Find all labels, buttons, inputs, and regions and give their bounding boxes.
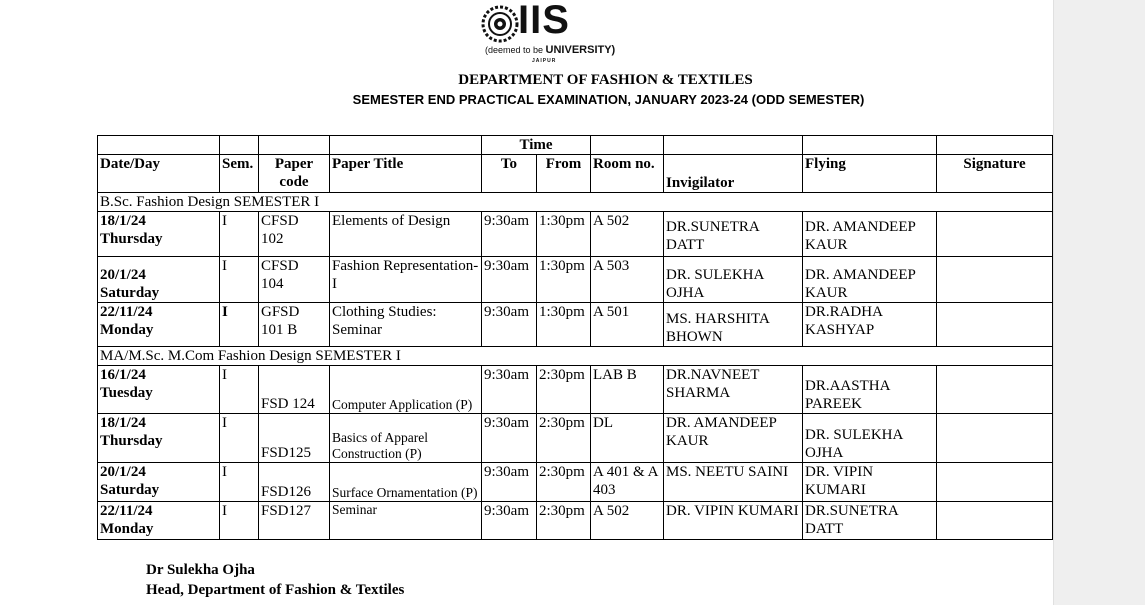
cell-code: GFSD 101 B: [259, 303, 330, 347]
cell-title: Seminar: [330, 502, 482, 540]
cell-to: 9:30am: [482, 366, 537, 414]
cell-code: CFSD 104: [259, 257, 330, 303]
cell-from: 2:30pm: [537, 502, 591, 540]
header-to: To: [482, 155, 537, 193]
cell-title: Clothing Studies: Seminar: [330, 303, 482, 347]
cell-code: FSD127: [259, 502, 330, 540]
cell-signature: [937, 414, 1053, 463]
cell-signature: [937, 463, 1053, 502]
cell-sem: I: [220, 212, 259, 257]
table-row: [98, 303, 1053, 347]
cell-signature: [937, 366, 1053, 414]
cell-code: FSD125: [259, 414, 330, 463]
cell-invigilator: DR.SUNETRA DATT: [664, 212, 803, 257]
cell-sem: I: [220, 463, 259, 502]
cell-date: 20/1/24 Saturday: [98, 463, 220, 502]
cell-from: 1:30pm: [537, 303, 591, 347]
header-from: From: [537, 155, 591, 193]
cell-room: DL: [591, 414, 664, 463]
cell-to: 9:30am: [482, 502, 537, 540]
cell-to: 9:30am: [482, 257, 537, 303]
header-sem: Sem.: [220, 155, 259, 193]
cell-from: 2:30pm: [537, 414, 591, 463]
cell-flying: DR.SUNETRA DATT: [803, 502, 937, 540]
cell-flying: DR. AMANDEEP KAUR: [803, 212, 937, 257]
cell-invigilator: DR. SULEKHA OJHA: [664, 257, 803, 303]
viewer-background: [1053, 0, 1145, 605]
header-row-time: [98, 136, 1053, 155]
cell-invigilator: DR. AMANDEEP KAUR: [664, 414, 803, 463]
cell-date: 16/1/24 Tuesday: [98, 366, 220, 414]
section-heading-row: [98, 193, 1053, 212]
cell-date: 22/11/24 Monday: [98, 303, 220, 347]
header-signature: Signature: [937, 155, 1053, 193]
cell-to: 9:30am: [482, 212, 537, 257]
header-room: Room no.: [591, 155, 664, 193]
header-paper-title: Paper Title: [330, 155, 482, 193]
table-row: [98, 257, 1053, 303]
cell-flying: DR. SULEKHA OJHA: [803, 414, 937, 463]
cell-room: A 501: [591, 303, 664, 347]
department-title: DEPARTMENT OF FASHION & TEXTILES: [458, 72, 753, 88]
cell-signature: [937, 303, 1053, 347]
cell-room: LAB B: [591, 366, 664, 414]
cell-sem: I: [220, 366, 259, 414]
cell-invigilator: DR. VIPIN KUMARI: [664, 502, 803, 540]
header-invigilator: Invigilator: [664, 155, 803, 193]
exam-title: SEMESTER END PRACTICAL EXAMINATION, JANUARY 2023-24 (ODD SEMESTER): [352, 92, 865, 107]
section-heading-row: [98, 347, 1053, 366]
cell-flying: DR.RADHA KASHYAP: [803, 303, 937, 347]
cell-date: 22/11/24 Monday: [98, 502, 220, 540]
cell-code: FSD126: [259, 463, 330, 502]
signatory-designation: Head, Department of Fashion & Textiles: [146, 582, 405, 598]
cell-to: 9:30am: [482, 463, 537, 502]
emblem-icon: [480, 4, 520, 44]
cell-to: 9:30am: [482, 414, 537, 463]
signatory-name: Dr Sulekha Ojha: [146, 562, 255, 578]
cell-title: Computer Application (P): [330, 366, 482, 414]
cell-to: 9:30am: [482, 303, 537, 347]
logo-city: JAIPUR: [532, 58, 557, 64]
cell-signature: [937, 502, 1053, 540]
table-row: [98, 212, 1053, 257]
cell-sem: I: [220, 257, 259, 303]
header-row: [98, 155, 1053, 193]
table-row: [98, 502, 1053, 540]
cell-room: A 401 & A 403: [591, 463, 664, 502]
cell-sem: I: [220, 502, 259, 540]
cell-title: Elements of Design: [330, 212, 482, 257]
cell-signature: [937, 257, 1053, 303]
header-flying: Flying: [803, 155, 937, 193]
cell-room: A 503: [591, 257, 664, 303]
cell-date: 18/1/24 Thursday: [98, 212, 220, 257]
cell-from: 2:30pm: [537, 366, 591, 414]
logo-wordmark: IIS: [518, 0, 570, 42]
cell-from: 1:30pm: [537, 212, 591, 257]
cell-room: A 502: [591, 212, 664, 257]
table-row: [98, 366, 1053, 414]
cell-title: Fashion Representation-I: [330, 257, 482, 303]
header-date: Date/Day: [98, 155, 220, 193]
exam-schedule-table: [97, 135, 1053, 540]
header-time: Time: [482, 136, 591, 155]
cell-flying: DR. VIPIN KUMARI: [803, 463, 937, 502]
cell-flying: DR.AASTHA PAREEK: [803, 366, 937, 414]
cell-invigilator: MS. NEETU SAINI: [664, 463, 803, 502]
table-row: [98, 463, 1053, 502]
cell-title: Basics of Apparel Construction (P): [330, 414, 482, 463]
cell-signature: [937, 212, 1053, 257]
cell-from: 1:30pm: [537, 257, 591, 303]
cell-from: 2:30pm: [537, 463, 591, 502]
university-logo: [480, 0, 616, 64]
cell-date: 20/1/24 Saturday: [98, 257, 220, 303]
header-paper-code: Paper code: [259, 155, 330, 193]
table-row: [98, 414, 1053, 463]
cell-room: A 502: [591, 502, 664, 540]
logo-tagline: (deemed to be UNIVERSITY): [485, 44, 616, 56]
cell-sem: I: [220, 414, 259, 463]
cell-title: Surface Ornamentation (P): [330, 463, 482, 502]
cell-sem: I: [220, 303, 259, 347]
cell-code: CFSD 102: [259, 212, 330, 257]
cell-date: 18/1/24 Thursday: [98, 414, 220, 463]
section-heading: B.Sc. Fashion Design SEMESTER I: [98, 193, 1053, 212]
cell-invigilator: DR.NAVNEET SHARMA: [664, 366, 803, 414]
cell-code: FSD 124: [259, 366, 330, 414]
cell-invigilator: MS. HARSHITA BHOWN: [664, 303, 803, 347]
section-heading: MA/M.Sc. M.Com Fashion Design SEMESTER I: [98, 347, 1053, 366]
cell-flying: DR. AMANDEEP KAUR: [803, 257, 937, 303]
signatory-block: [146, 560, 404, 600]
